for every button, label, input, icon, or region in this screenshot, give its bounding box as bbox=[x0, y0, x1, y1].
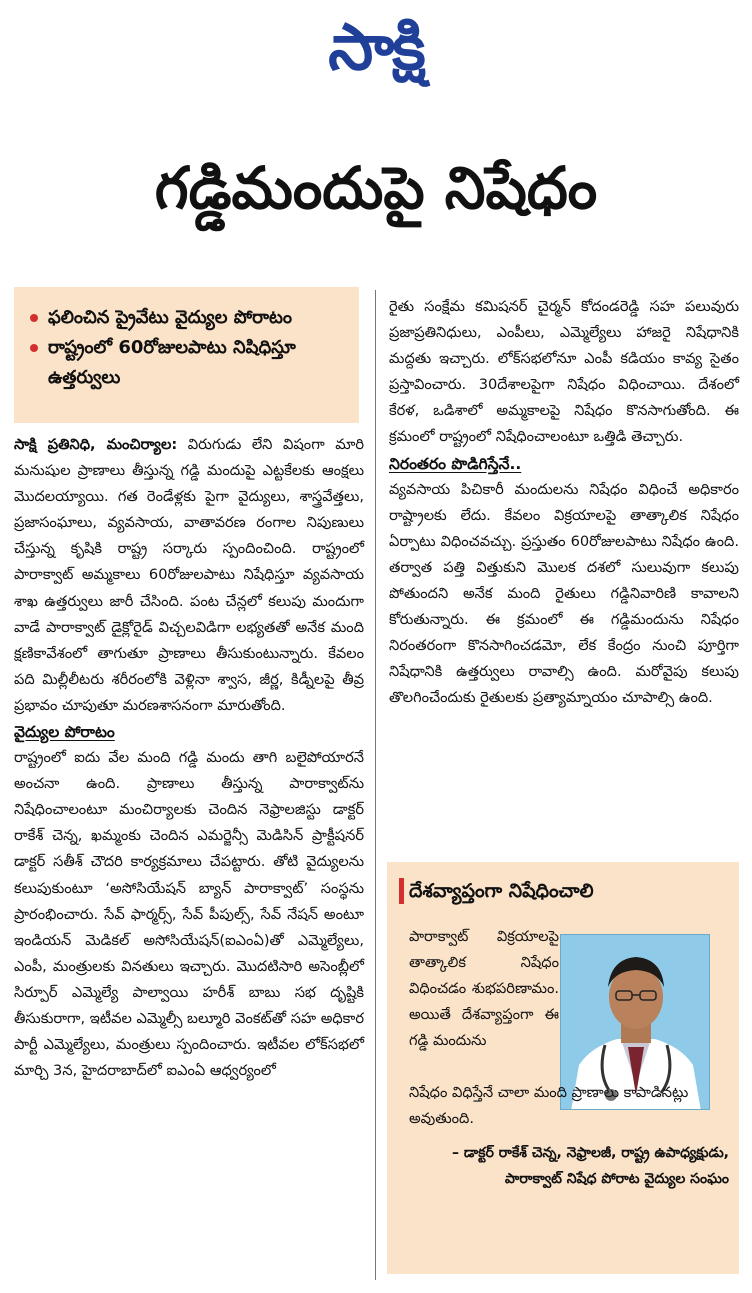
quote-text: పారాక్వాట్ విక్రయాలపై తాత్కాలిక నిషేధం విధించడం శుభపరిణామం. అయితే దేశవ్యాప్తంగా ఈ గడ్డి మందును bbox=[409, 928, 559, 1050]
article-paragraph bbox=[14, 432, 364, 719]
bullet-icon bbox=[30, 344, 38, 352]
article-paragraph: రాష్ట్రంలో ఐదు వేల మంది గడ్డి మందు తాగి బలైపోయారనే అంచనా ఉంది. ప్రాణాలు తీస్తున్న పారాక్వాట్‌ను నిషేధించాలంటూ మంచిర్యాలకు చెందిన నెఫ్రాలజిస్టు డాక్టర్ రాకేశ్ చెన్న, ఖమ్మంకు చెందిన ఎమర్జెన్సీ మెడిసిన్ ప్రాక్టీషనర్ డాక్టర్ సతీశ్ చౌదరి కార్యక్రమాలు చేపట్టారు. తోటి వైద్యులను కలుపుకుంటూ ‘అసోసియేషన్ బ్యాన్ పారాక్వాట్’ సంస్థను ప్రారంభించారు. సేవ్ ఫార్మర్స్, సేవ్ పీపుల్స్, సేవ్ నేషన్ అంటూ ఇండియన్ మెడికల్ అసోసియేషన్(ఐఎంఏ)తో ఎమ్మెల్యేలు, ఎంపీ, మంత్రులకు వినతులు ఇచ్చారు. మొదటిసారి అసెంబ్లీలో సిర్పూర్ ఎమ్మెల్యే పాల్వాయి హరీశ్ బాబు సభ దృష్టికి తీసుకురాగా, ఇటీవల ఎమ్మెల్సీ బల్మూరి వెంకట్‌తో సహ అధికార పార్టీ ఎమ్మెల్యేలు, మంత్రులు స్పందించారు. ఇటీవల లోక్‌సభలో మార్చి 3న, హైదరాబాద్‌లో ఐఎంఏ ఆధ్వర్యంలో bbox=[14, 749, 364, 1080]
dateline: సాక్షి ప్రతినిధి, మంచిర్యాల: bbox=[14, 436, 178, 453]
subheading: నిరంతరం పొడిగిస్తేనే.. bbox=[389, 454, 522, 473]
quote-text: నిషేధం విధిస్తేనే చాలా మంది ప్రాణాలు కాపాడినట్లు అవుతుంది. bbox=[409, 1084, 689, 1128]
article-paragraph: రైతు సంక్షేమ కమిషనర్ చైర్మన్ కోదండరెడ్డి సహ పలువురు ప్రజాప్రతినిధులు, ఎంపీలు, ఎమ్మెల్యేలు హాజరై నిషేధానికి మద్దతు ఇచ్చారు. లోక్‌సభలోనూ ఎంపీ కడియం కావ్య సైతం ప్రస్తావించారు. 30దేశాలపైగా నిషేధం విధించాయి. దేశంలో కేరళ, ఒడిశాలో అమ్మకాలపై నిషేధం కొనసాగుతోంది. ఈ క్రమంలో రాష్ట్రంలో నిషేధించాలంటూ ఒత్తిడి తెచ్చారు. bbox=[389, 298, 739, 446]
page-title: గడ్డిమందుపై నిషేధం bbox=[154, 154, 598, 222]
highlight-item bbox=[28, 303, 349, 333]
subheading: వైద్యుల పోరాటం bbox=[14, 723, 115, 742]
newspaper-logo: సాక్షి bbox=[328, 10, 424, 85]
highlights-box bbox=[14, 287, 359, 423]
masthead bbox=[0, 10, 752, 100]
title-accent-bar bbox=[399, 878, 404, 904]
sidebar-title: దేశవ్యాప్తంగా నిషేధించాలి bbox=[409, 880, 594, 902]
highlight-text: రాష్ట్రంలో 60రోజులపాటు నిషిధిస్తూ ఉత్తర్వులు bbox=[48, 337, 296, 388]
paragraph-text: విరుగుడు లేని విషంగా మారి మనుషుల ప్రాణాలు తీస్తున్న గడ్డి మందుపై ఎట్టకేలకు ఆంక్షలు మొదలయ్యాయి. గత రెండేళ్లకు పైగా వైద్యులు, శాస్త్రవేత్తలు, ప్రజాసంఘాలు, వ్యవసాయ, వాతావరణ రంగాల నిపుణులు చేస్తున్న కృషికి రాష్ట్ర సర్కారు స్పందించింది. రాష్ట్రంలో పారాక్వాట్ అమ్మకాలు 60రోజులపాటు నిషేధిస్తూ వ్యవసాయ శాఖ ఉత్తర్వులు జారీ చేసింది. పంట చేన్లలో కలుపు మందుగా వాడే పారాక్వాట్ డైక్లోరైడ్ విచ్చలవిడిగా లభ్యతతో అనేక మంది క్షణికావేశంలో తాగుతూ ప్రాణాలు తీసుకుంటున్నారు. కేవలం పది మిల్లీలీటరు శరీరంలోకి వెళ్లినా శ్వాస, జీర్ణ, కిడ్నీలపై తీవ్ర ప్రభావం చూపుతూ మరణశాసనంగా మారుతోంది. bbox=[14, 436, 364, 714]
highlight-text: ఫలించిన ప్రైవేటు వైద్యుల పోరాటం bbox=[48, 307, 292, 328]
quote-credit: – డాక్టర్ రాకేశ్ చెన్న, నెఫ్రాలజీ, రాష్ట్ర ఉపాధ్యక్షుడు, పారాక్వాట్ నిషేధ పోరాట వైద్యుల సంఘం bbox=[452, 1145, 729, 1187]
sidebar-quote-box bbox=[387, 862, 739, 1274]
article-paragraph: వ్యవసాయ పిచికారీ మందులను నిషేధం విధించే అధికారం రాష్ట్రాలకు లేదు. కేవలం విక్రయాలపై తాత్కాలిక నిషేధం ఏర్పాటు విధించవచ్చు. ప్రస్తుతం 60రోజులపాటు నిషేధం ఉంది. తర్వాత పత్తి విత్తుకుని మొలక దశలో సులువుగా కలుపు పోతుందని అనేక మంది రైతులు గడ్డినివారిణి కావాలని కోరుతున్నారు. ఈ క్రమంలో ఈ గడ్డిమందును నిషేధం నిరంతరంగా కొనసాగించడమో, లేక కేంద్రం నుంచి పూర్తిగా నిషేధానికి ఉత్తర్వులు రావాల్సి ఉంది. మరోవైపు కలుపు తొలగించేందుకు రైతులకు ప్రత్యామ్నాయం చూపాల్సి ఉంది. bbox=[389, 480, 739, 707]
article-column-left bbox=[14, 432, 364, 1084]
bullet-icon bbox=[30, 314, 38, 322]
highlight-item bbox=[28, 333, 349, 393]
column-divider bbox=[375, 290, 376, 1280]
article-column-right bbox=[389, 294, 739, 711]
